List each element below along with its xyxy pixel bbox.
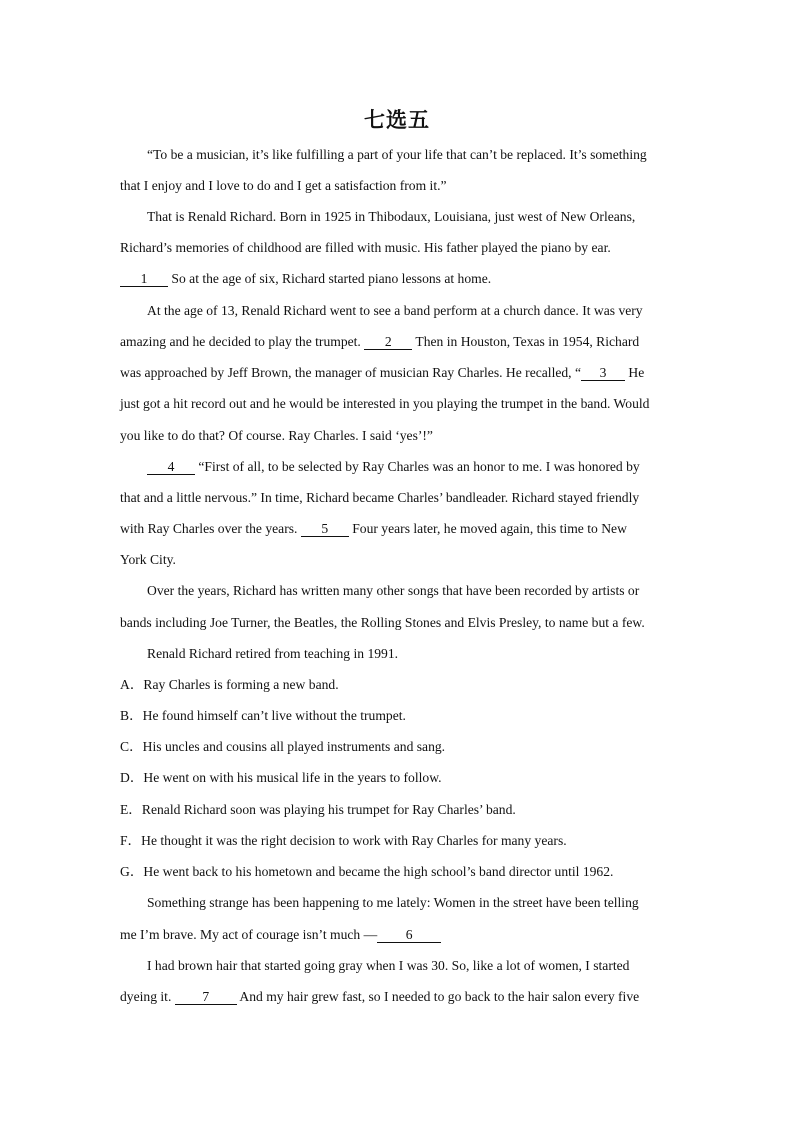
- passage1-line: [120, 333, 639, 351]
- passage1-line: Over the years, Richard has written many other songs that have been recorded by artists or: [147, 583, 640, 598]
- option-f[interactable]: [120, 832, 567, 850]
- passage2-line: [120, 988, 639, 1006]
- passage1-line: that I enjoy and I love to do and I get a satisfaction from it.”: [120, 178, 447, 193]
- passage1-line: Renald Richard retired from teaching in 1991.: [147, 646, 399, 661]
- option-letter: E．: [120, 802, 142, 817]
- sentence-text: So at the age of six, Richard started piano lessons at home.: [168, 271, 492, 286]
- option-text: He went back to his hometown and became the high school’s band director until 1962.: [143, 864, 614, 879]
- option-text: His uncles and cousins all played instruments and sang.: [142, 739, 446, 754]
- option-text: He went on with his musical life in the years to follow.: [143, 770, 442, 785]
- answer-blank-1[interactable]: 1: [120, 271, 168, 287]
- option-text: He thought it was the right decision to work with Ray Charles for many years.: [141, 833, 567, 848]
- passage1-line: [120, 364, 644, 382]
- option-letter: F．: [120, 833, 142, 848]
- sentence-text: was approached by Jeff Brown, the manager of musician Ray Charles. He recalled, “: [120, 365, 582, 380]
- sentence-text: me I’m brave. My act of courage isn’t much —: [120, 927, 378, 942]
- passage1-line: [147, 458, 640, 476]
- passage2-line: [120, 926, 441, 944]
- option-e[interactable]: [120, 801, 516, 819]
- passage1-line: that and a little nervous.” In time, Richard became Charles’ bandleader. Richard stayed friendly: [120, 490, 640, 505]
- passage1-line: That is Renald Richard. Born in 1925 in Thibodaux, Louisiana, just west of New Orleans,: [147, 209, 636, 224]
- passage1-line: At the age of 13, Renald Richard went to see a band perform at a church dance. It was very: [147, 303, 643, 318]
- option-letter: C．: [120, 739, 143, 754]
- passage1-line: you like to do that? Of course. Ray Charles. I said ‘yes’!”: [120, 428, 433, 443]
- sentence-text: “First of all, to be selected by Ray Charles was an honor to me. I was honored by: [195, 459, 640, 474]
- option-b[interactable]: [120, 707, 406, 725]
- answer-blank-7[interactable]: 7: [175, 989, 237, 1005]
- answer-blank-2[interactable]: 2: [364, 334, 412, 350]
- option-letter: B．: [120, 708, 143, 723]
- sentence-text: Then in Houston, Texas in 1954, Richard: [412, 334, 640, 349]
- option-letter: D．: [120, 770, 144, 785]
- option-g[interactable]: [120, 863, 613, 881]
- option-text: Renald Richard soon was playing his trumpet for Ray Charles’ band.: [141, 802, 516, 817]
- passage1-line: just got a hit record out and he would be interested in you playing the trumpet in the band. Would: [120, 396, 650, 411]
- answer-blank-3[interactable]: 3: [581, 365, 625, 381]
- answer-blank-5[interactable]: 5: [301, 521, 349, 537]
- sentence-text: dyeing it.: [120, 989, 175, 1004]
- option-d[interactable]: [120, 769, 442, 787]
- passage1-line: bands including Joe Turner, the Beatles, the Rolling Stones and Elvis Presley, to name but a few.: [120, 615, 645, 630]
- sentence-text: with Ray Charles over the years.: [120, 521, 301, 536]
- page-title: 七选五: [364, 108, 430, 132]
- answer-blank-4[interactable]: 4: [147, 459, 195, 475]
- option-text: He found himself can’t live without the trumpet.: [142, 708, 406, 723]
- passage1-line: “To be a musician, it’s like fulfilling a part of your life that can’t be replaced. It’s something: [147, 147, 647, 162]
- option-letter: G．: [120, 864, 144, 879]
- passage1-line: York City.: [120, 552, 176, 567]
- answer-blank-6[interactable]: 6: [377, 927, 441, 943]
- option-text: Ray Charles is forming a new band.: [143, 677, 339, 692]
- option-c[interactable]: [120, 738, 445, 756]
- sentence-text: He: [625, 365, 645, 380]
- sentence-text: amazing and he decided to play the trumpet.: [120, 334, 365, 349]
- passage1-line: [120, 270, 491, 288]
- sentence-text: And my hair grew fast, so I needed to go back to the hair salon every five: [236, 989, 640, 1004]
- option-letter: A．: [120, 677, 144, 692]
- option-a[interactable]: [120, 676, 339, 694]
- passage1-line: Richard’s memories of childhood are filled with music. His father played the piano by ear.: [120, 240, 611, 255]
- passage1-line: [120, 520, 627, 538]
- passage2-line: Something strange has been happening to me lately: Women in the street have been telling: [147, 895, 639, 910]
- passage2-line: I had brown hair that started going gray when I was 30. So, like a lot of women, I started: [147, 958, 630, 973]
- sentence-text: Four years later, he moved again, this time to New: [348, 521, 627, 536]
